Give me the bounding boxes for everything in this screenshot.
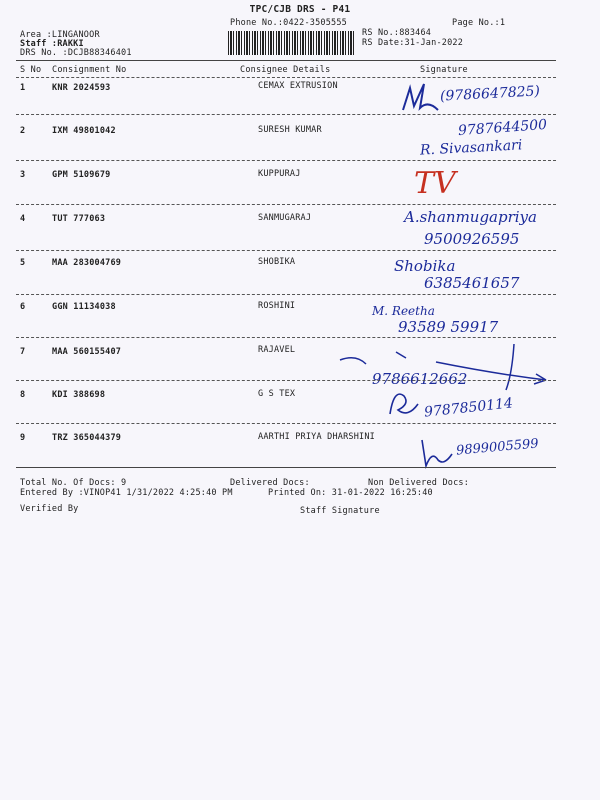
entered-by: Entered By :VINOP41 1/31/2022 4:25:40 PM xyxy=(20,488,233,498)
signature-scrawl xyxy=(336,344,556,394)
row-consignee: KUPPURAJ xyxy=(258,169,301,179)
row-signature-phone: 9786612662 xyxy=(372,370,468,388)
row-sno: 9 xyxy=(20,433,26,443)
document-title: TPC/CJB DRS - P41 xyxy=(249,4,351,15)
signature-scrawl xyxy=(384,384,424,420)
col-signature: Signature xyxy=(420,65,468,75)
row-sno: 6 xyxy=(20,302,26,312)
row-sno: 7 xyxy=(20,347,26,357)
row-signature-phone: 9899005599 xyxy=(455,436,540,459)
row-signature-name: A.shanmugapriya xyxy=(404,208,537,226)
row-consignment: GPM 5109679 xyxy=(52,170,111,180)
row-divider xyxy=(16,380,556,381)
column-divider xyxy=(16,77,556,78)
row-divider xyxy=(16,423,556,424)
delivered-docs: Delivered Docs: xyxy=(230,478,310,488)
row-sno: 4 xyxy=(20,214,26,224)
row-signature-phone: 9787850114 xyxy=(423,395,514,421)
row-divider xyxy=(16,294,556,295)
staff-signature: Staff Signature xyxy=(300,506,380,516)
row-signature: TV xyxy=(414,166,456,201)
row-consignment: GGN 11134038 xyxy=(52,302,116,312)
row-divider xyxy=(16,160,556,161)
row-signature-phone: 9787644500 xyxy=(457,116,548,140)
row-consignment: KDI 388698 xyxy=(52,390,106,400)
row-consignee: ROSHINI xyxy=(258,301,296,311)
row-sno: 2 xyxy=(20,126,26,136)
row-sno: 3 xyxy=(20,170,26,180)
row-sno: 1 xyxy=(20,83,26,93)
rs-number: RS No.:883464 xyxy=(362,28,432,38)
drs-number: DRS No. :DCJB88346401 xyxy=(20,48,132,58)
row-consignee: SANMUGARAJ xyxy=(258,213,312,223)
verified-by: Verified By xyxy=(20,504,79,514)
row-consignee: G S TEX xyxy=(258,389,296,399)
row-signature-phone: 6385461657 xyxy=(424,274,520,292)
row-consignee: RAJAVEL xyxy=(258,345,296,355)
non-delivered-docs: Non Delivered Docs: xyxy=(368,478,470,488)
area-label: Area :LINGANOOR xyxy=(20,30,100,40)
page-number: Page No.:1 xyxy=(452,18,506,28)
row-consignment: KNR 2024593 xyxy=(52,83,111,93)
row-signature-name: Shobika xyxy=(394,257,456,275)
barcode xyxy=(228,31,356,55)
col-consignee: Consignee Details xyxy=(240,65,331,75)
phone-number: Phone No.:0422-3505555 xyxy=(230,18,347,28)
total-docs: Total No. Of Docs: 9 xyxy=(20,478,127,488)
header-divider xyxy=(16,60,556,61)
row-sno: 8 xyxy=(20,390,26,400)
row-consignee: SHOBIKA xyxy=(258,257,296,267)
row-consignee: SURESH KUMAR xyxy=(258,125,322,135)
row-signature: (9786647825) xyxy=(439,83,541,105)
row-consignment: IXM 49801042 xyxy=(52,126,116,136)
row-consignment: TUT 777063 xyxy=(52,214,106,224)
rs-date: RS Date:31-Jan-2022 xyxy=(362,38,464,48)
row-consignee: CEMAX EXTRUSION xyxy=(258,81,338,91)
row-signature-name: M. Reetha xyxy=(372,304,435,318)
row-divider xyxy=(16,337,556,338)
row-signature-phone: 93589 59917 xyxy=(398,318,499,336)
row-sno: 5 xyxy=(20,258,26,268)
printed-on: Printed On: 31-01-2022 16:25:40 xyxy=(268,488,433,498)
staff-label: Staff :RAKKI xyxy=(20,39,84,49)
row-signature-name: R. Sivasankari xyxy=(419,137,523,159)
row-consignment: TRZ 365044379 xyxy=(52,433,122,443)
row-consignment: MAA 283004769 xyxy=(52,258,122,268)
table-bottom-divider xyxy=(16,467,556,468)
row-signature-phone: 9500926595 xyxy=(424,230,520,248)
row-divider xyxy=(16,250,556,251)
row-divider xyxy=(16,204,556,205)
row-divider xyxy=(16,114,556,115)
row-consignment: MAA 560155407 xyxy=(52,347,122,357)
row-consignee: AARTHI PRIYA DHARSHINI xyxy=(258,432,375,442)
col-sno: S No xyxy=(20,65,42,75)
col-consignment: Consignment No xyxy=(52,65,127,75)
signature-scrawl xyxy=(418,436,458,470)
